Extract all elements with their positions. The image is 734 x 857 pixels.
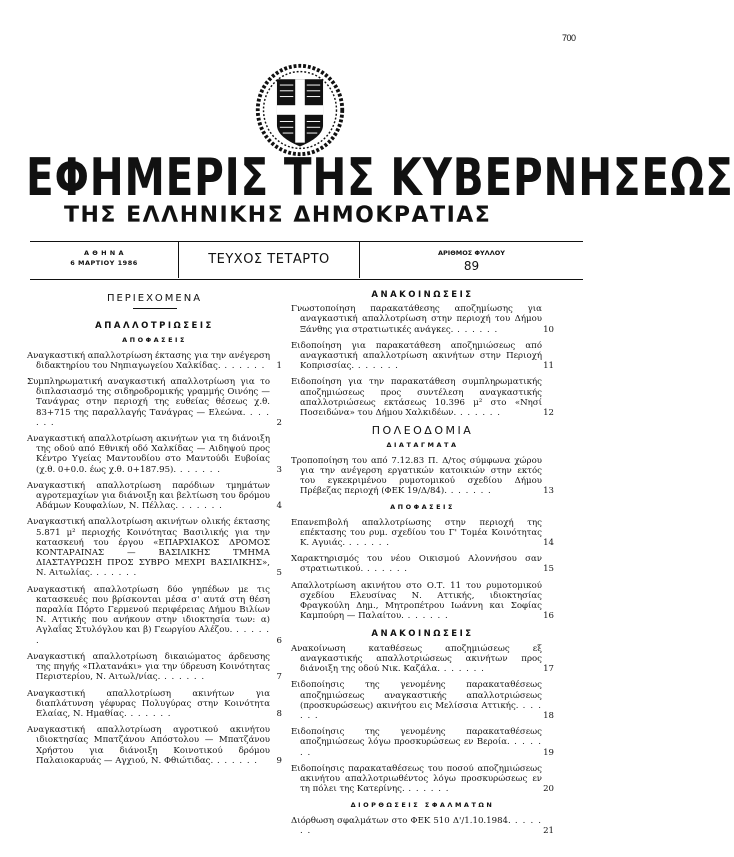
section-heading: ΔΙΟΡΘΩΣΕΙΣ ΣΦΑΛΜΑΤΩΝ: [350, 801, 495, 810]
leader-dots: . . . . . .: [300, 815, 542, 836]
entry-page-number: 10: [543, 324, 554, 335]
contents-entry: [291, 680, 554, 721]
entry-page-number: 12: [543, 408, 554, 419]
entry-text: Ειδοποίησις της γενομένης παρακαταθέσεως αποζημιώσεως αναγκαστικής απαλλοτριώσεως (προσκυρώσεως) ακινήτου εις Μελίσσια Αττικής.: [291, 680, 542, 711]
contents-entry: [27, 585, 282, 646]
entry-text: Αναγκαστική απαλλοτρίωση δικαιώματος άρδευσης της πηγής «Πλατανάκι» για την ύδρευση Κοινότητας Περιστερίου, Ν. Αιτωλ/νίας.: [27, 651, 270, 683]
entry-list: [291, 518, 554, 622]
entry-page-number: 16: [543, 611, 554, 622]
page-number: 700: [562, 33, 576, 43]
masthead-sheet-number: 89: [463, 259, 480, 273]
entry-page-number: 14: [543, 538, 554, 549]
entry-page-number: 7: [276, 672, 282, 683]
masthead-place-date: [30, 242, 179, 278]
entry-text: Αναγκαστική απαλλοτρίωση ακινήτων για διαπλάτυνση γέφυρας Πολυγύρας στην Κοινότητα Ελαίας, Ν. Ημαθίας.: [27, 688, 270, 719]
leader-dots: . . . . . .: [300, 737, 542, 758]
entry-page-number: 3: [276, 464, 282, 475]
leader-dots: . . . . . .: [213, 755, 259, 766]
leader-dots: . . . . . .: [456, 408, 501, 419]
entry-text: Διόρθωση σφαλμάτων στο ΦΕΚ 510 Δ'/1.10.1984.: [291, 815, 511, 826]
entry-page-number: 11: [543, 361, 554, 372]
masthead-bottom-rule: [30, 279, 583, 280]
leader-dots: . . . . . .: [160, 672, 206, 683]
leader-dots: . . . . . .: [440, 664, 485, 675]
entry-page-number: 4: [276, 501, 282, 512]
masthead-sheet: [360, 242, 583, 278]
contents-entry: [291, 764, 554, 795]
leader-dots: . . . . . .: [453, 324, 499, 335]
entry-list: [27, 351, 282, 766]
subsection-heading: ΑΠΟΦΑΣΕΙΣ: [390, 503, 455, 512]
entry-list: [291, 816, 554, 836]
contents-right-column: [291, 288, 554, 842]
leader-dots: . . . . . .: [178, 501, 223, 512]
entry-text: Χαρακτηρισμός του νέου Οικισμού Αλοννήσου σαν στρατιωτικού.: [291, 554, 542, 575]
masthead-sheet-label: ΑΡΙΘΜΟΣ ΦΥΛΛΟΥ: [438, 249, 505, 257]
contents-entry: [291, 518, 554, 549]
entry-page-number: 6: [276, 635, 282, 646]
entry-page-number: 21: [543, 825, 554, 836]
leader-dots: . . . . . .: [36, 407, 271, 428]
contents-heading-rule: [133, 308, 177, 309]
contents-entry: [291, 727, 554, 758]
entry-text: Αναγκαστική απαλλοτρίωση ακινήτων ολικής έκτασης 5.871 μ² περιοχής Κοινότητας Βασιλικής για την κατασκευή του έργου «ΕΠΑΡΧΙΑΚΟΣ ΔΡΟΜΟΣ ΚΟΝΤΑΡΑΙΝΑΣ — ΒΑΣΙΛΙΚΗΣ ΤΜΗΜΑ ΔΙΑΣΤΑΥΡΩΣΗ ΠΡΟΣ ΣΥΒΡΟ ΜΕΧΡΙ ΒΑΣΙΛΙΚΗΣ», Ν. Αιτωλίας.: [27, 517, 270, 579]
contents-entry: [27, 652, 282, 683]
entry-text: Αναγκαστική απαλλοτρίωση ακινήτων για τη διάνοιξη της οδού από Εθνική οδό Χαλκίδας — Αιδηψού προς Κέντρο Υγείας Μαντουδίου στο Μαντούδι Ευβοίας (χ.θ. 0+0.0. έως χ.θ. 0+187.95).: [27, 434, 270, 475]
entry-page-number: 15: [543, 564, 554, 575]
contents-entry: [27, 481, 282, 512]
entry-list: [291, 304, 554, 418]
section-heading: ΑΝΑΚΟΙΝΩΣΕΙΣ: [371, 629, 474, 640]
contents-entry: [291, 341, 554, 372]
contents-entry: [291, 456, 554, 497]
contents-entry: [27, 725, 282, 766]
entry-page-number: 13: [543, 486, 554, 497]
subsection-heading: ΑΠΟΦΑΣΕΙΣ: [122, 336, 187, 345]
entry-text: Απαλλοτρίωση ακινήτου στο Ο.Τ. 11 του ρυμοτομικού σχεδίου Ελευσίνας Ν. Αττικής, ιδιοκτησίας Φραγκούλη Δημ., Μητροπέτρου Ιωάννη και Σοφίας Καμπούρη — Παλαίτου.: [291, 580, 542, 622]
masthead-issue: ΤΕΥΧΟΣ ΤΕΤΑΡΤΟ: [179, 242, 360, 278]
leader-dots: . . . . . .: [404, 784, 450, 795]
contents-entry: [27, 689, 282, 720]
contents-entry: [291, 377, 554, 418]
contents-entry: [291, 581, 554, 622]
section-heading: ΠΟΛΕΟΔΟΜΙΑ: [371, 424, 474, 438]
entry-page-number: 19: [543, 747, 554, 758]
contents-entry: [291, 644, 554, 675]
entry-text: Αναγκαστική απαλλοτρίωση αγροτικού ακινήτου ιδιοκτησίας Μπατζάνου Απόστολου — Μπατζάνου Χρήστου για διάνοιξη Κοινοτικού δρόμου Παλαιοκαρυάς — Αγχιού, Ν. Φθιώτιδας.: [27, 725, 270, 766]
subsection-heading: ΔΙΑΤΑΓΜΑΤΑ: [386, 441, 459, 450]
entry-text: Επανεπιβολή απαλλοτρίωσης στην περιοχή της επέκτασης του ρυμ. σχεδίου του Γ' Τομέα Κοινότητας Κ. Αγυιάς.: [291, 517, 542, 549]
entry-text: Ανακοίνωση καταθέσεως αποζημιώσεως εξ αναγκαστικής απαλλοτριώσεως ακινήτων προς διάνοιξη της οδού Νικ. Καζάλα.: [291, 643, 542, 675]
leader-dots: . . . . . .: [446, 486, 492, 497]
entry-text: Ειδοποίηση για παρακατάθεση αποζημιώσεως από αναγκαστική απαλλοτρίωση ακινήτων στην Περιοχή Κοπρισσίας.: [291, 340, 542, 372]
masthead-city: Α Θ Η Ν Α: [83, 249, 125, 257]
entry-text: Συμπληρωματική αναγκαστική απαλλοτρίωση για το διπλασιασμό της σιδηροδρομικής γραμμής Οινόης —Τανάγρας στην περιοχή της ευθείας θέσεως χ.θ. 83+715 της παραλλαγής Τανάγρας — Ελεώνα.: [27, 377, 270, 418]
entry-text: Ειδοποίησις παρακαταθέσεως του ποσού αποζημιώσεως ακινήτου απαλλοτριωθέντος λόγω προσκυρώσεως εν τη πόλει της Κατερίνης.: [291, 763, 542, 795]
masthead: [30, 242, 583, 278]
contents-entry: [291, 554, 554, 574]
entry-text: Αναγκαστική απαλλοτρίωση έκτασης για την ανέγερση διδακτηρίου του Νηπιαγωγείου Χαλκίδας.: [27, 350, 271, 371]
contents-heading: ΠΕΡΙΕΧΟΜΕΝΑ: [106, 293, 203, 304]
leader-dots: . . . . . .: [300, 700, 542, 721]
entry-text: Αναγκαστική απαλλοτρίωση παρόδιων τμημάτων αγροτεμαχίων για διάνοιξη και βελτίωση του δρόμου Αδάμων Κουφαλίων, Ν. Πέλλας.: [27, 480, 270, 512]
entry-list: [291, 456, 554, 497]
gazette-subtitle: ΤΗΣ ΕΛΛΗΝΙΚΗΣ ΔΗΜΟΚΡΑΤΙΑΣ: [64, 203, 492, 228]
section-heading: ΑΠΑΛΛΟΤΡΙΩΣΕΙΣ: [95, 321, 214, 332]
leader-dots: . . . . . .: [403, 611, 449, 622]
entry-text: Αναγκαστική απαλλοτρίωση δύο γηπέδων με τις κατασκευές που βρίσκονται μέσα σ' αυτά στη θέση παραλία Πόρτο Γερμενού περιφέρειας Δήμου Βιλίων Ν. Αττικής που ανήκουν στην ιδιοκτησία των: α) Αγλαΐας Στυλόγλου και β) Γεωργίου Αλέζου.: [27, 584, 270, 636]
entry-page-number: 18: [543, 710, 554, 721]
leader-dots: . . . . . .: [345, 538, 390, 549]
greek-coat-of-arms-icon: [252, 62, 348, 158]
contents-entry: [27, 434, 282, 475]
entry-page-number: 2: [276, 417, 282, 428]
leader-dots: . . . . . .: [92, 568, 138, 579]
contents-entry: [27, 517, 282, 578]
leader-dots: . . . . . .: [36, 625, 270, 646]
leader-dots: . . . . . .: [363, 564, 409, 575]
entry-text: Γνωστοποίηση παρακατάθεσης αποζημίωσης για αναγκαστική απαλλοτρίωση στην περιοχή του Δήμου Ξάνθης για στρατιωτικές ανάγκες.: [291, 304, 542, 335]
section-heading: ΑΝΑΚΟΙΝΩΣΕΙΣ: [371, 290, 474, 300]
contents-entry: [291, 816, 554, 836]
entry-text: Τροποποίηση του από 7.12.83 Π. Δ/τος σύμφωνα χώρου για την ανέγερση εργατικών κατοικιών στην εκτός του εγκεκριμένου ρυμοτομικού σχεδίου Δήμου Πρέβεζας περιοχή (ΦΕΚ 19/Δ/84).: [291, 455, 542, 497]
entry-page-number: 5: [276, 568, 282, 579]
entry-page-number: 9: [276, 755, 282, 766]
entry-list: [291, 644, 554, 795]
entry-text: Ειδοποίησις της γενομένης παρακαταθέσεως αποζημιώσεως λόγω προσκυρώσεως εν Βεροία.: [291, 727, 542, 748]
entry-text: Ειδοποίηση για την παρακατάθεση συμπληρωματικής αποζημιώσεως προς συντέλεση αναγκαστικής απαλλοτριώσεως εκτάσεως 10.396 μ² στο «Νησί Ποσειδώνα» του Δήμου Χαλκιδέων.: [291, 377, 542, 419]
entry-page-number: 8: [276, 708, 282, 719]
leader-dots: . . . . . .: [176, 464, 221, 475]
gazette-title: ΕΦΗΜΕΡΙΣ ΤΗΣ ΚΥΒΕΡΝΗΣΕΩΣ: [26, 148, 734, 208]
leader-dots: . . . . . .: [126, 708, 172, 719]
leader-dots: . . . . . .: [220, 360, 266, 371]
entry-page-number: 1: [276, 360, 282, 371]
entry-page-number: 17: [543, 664, 554, 675]
leader-dots: . . . . . .: [354, 361, 399, 372]
contents-entry: [291, 304, 554, 335]
contents-entry: [27, 377, 282, 428]
contents-entry: [27, 351, 282, 371]
entry-page-number: 20: [543, 784, 554, 795]
masthead-date: 6 ΜΑΡΤΙΟΥ 1986: [70, 259, 138, 267]
contents-left-column: [27, 288, 282, 772]
